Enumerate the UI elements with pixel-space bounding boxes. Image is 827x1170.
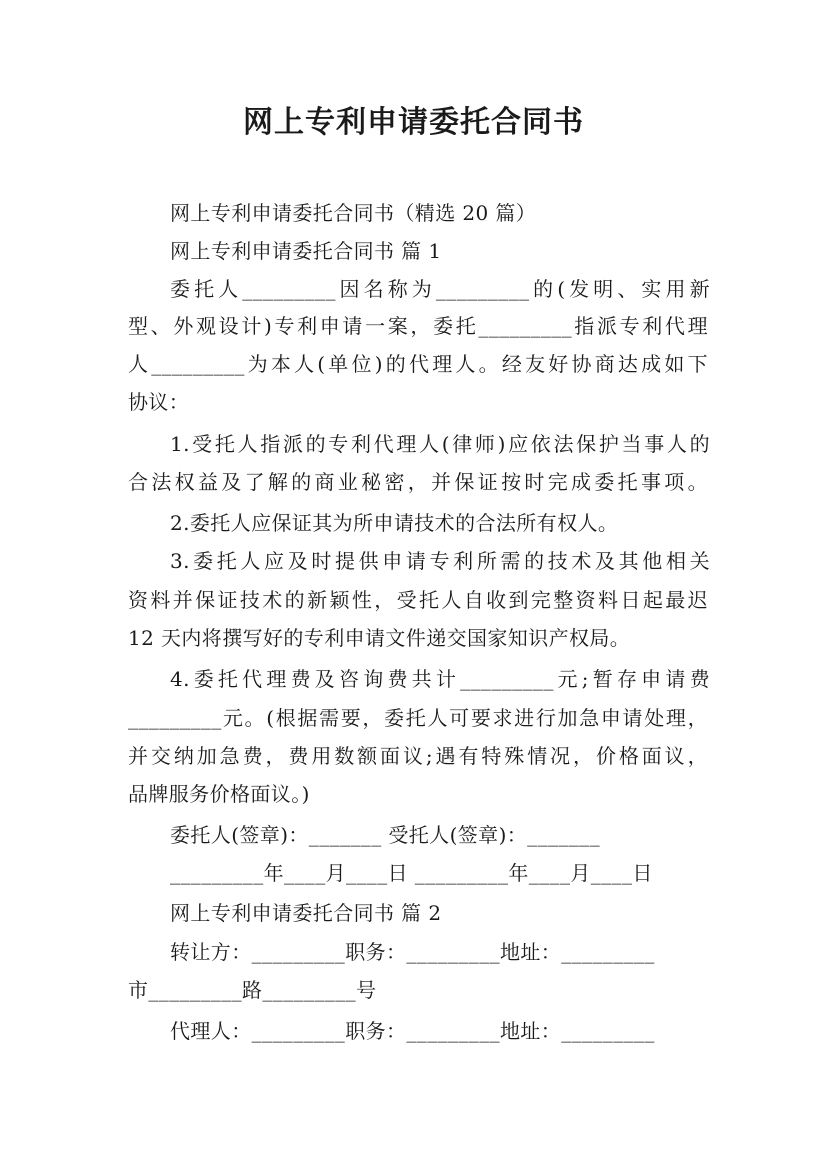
- subtitle-line: 网上专利申请委托合同书（精选 20 篇）: [170, 201, 537, 225]
- date-line: _________年____月____日 _________年____月____日: [170, 861, 653, 885]
- signature-line: 委托人(签章)：_______ 受托人(签章)：_______: [170, 823, 600, 847]
- paragraph-line: 型、外观设计)专利申请一案，委托_________指派专利代理: [128, 314, 708, 338]
- agent-line: 代理人：_________职务：_________地址：_________: [170, 1019, 655, 1043]
- address-line: 市_________路_________号: [128, 978, 377, 1002]
- clause-3-line: 12 天内将撰写好的专利申请文件递交国家知识产权局。: [128, 626, 631, 650]
- clause-1-line: 合法权益及了解的商业秘密，并保证按时完成委托事项。: [128, 470, 708, 494]
- clause-2-line: 2.委托人应保证其为所申请技术的合法所有权人。: [170, 511, 619, 535]
- paragraph-line: 协议：: [128, 390, 190, 414]
- transferor-line: 转让方：_________职务：_________地址：_________: [170, 940, 655, 964]
- clause-4-line: _________元。(根据需要，委托人可要求进行加急申请处理，: [128, 706, 708, 730]
- document-title: 网上专利申请委托合同书: [243, 105, 584, 140]
- clause-3-line: 资料并保证技术的新颖性，受托人自收到完整资料日起最迟: [128, 588, 708, 612]
- section-heading-2: 网上专利申请委托合同书 篇 2: [170, 901, 442, 925]
- paragraph-line: 人_________为本人(单位)的代理人。经友好协商达成如下: [128, 352, 708, 376]
- clause-4-line: 4.委托代理费及咨询费共计_________元;暂存申请费: [170, 667, 710, 691]
- clause-1-line: 1.受托人指派的专利代理人(律师)应依法保护当事人的: [170, 432, 710, 456]
- clause-3-line: 3.委托人应及时提供申请专利所需的技术及其他相关: [170, 549, 710, 573]
- clause-4-line: 品牌服务价格面议。): [128, 782, 310, 806]
- paragraph-line: 委托人_________因名称为_________的(发明、实用新: [170, 277, 710, 301]
- clause-4-line: 并交纳加急费，费用数额面议;遇有特殊情况，价格面议，: [128, 744, 708, 768]
- section-heading-1: 网上专利申请委托合同书 篇 1: [170, 239, 442, 263]
